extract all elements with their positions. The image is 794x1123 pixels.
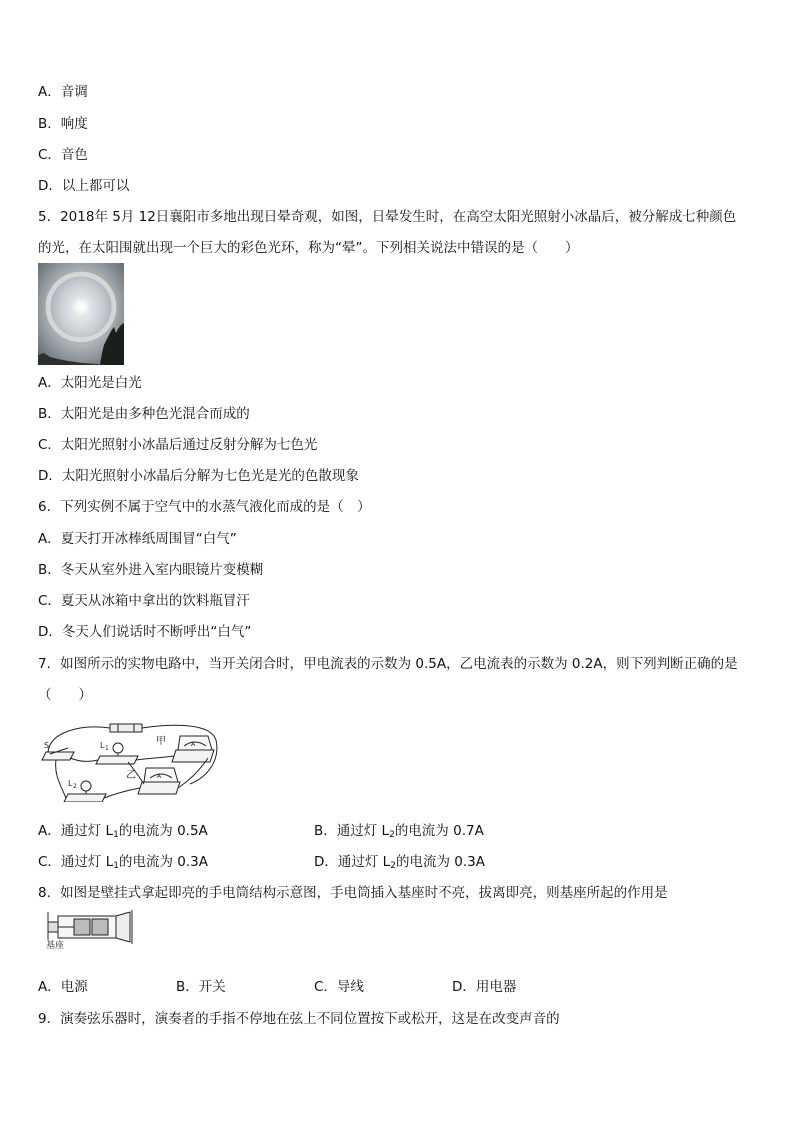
q5-stem-line2: 的光，在太阳围就出现一个巨大的彩色光环，称为“晕”。下列相关说法中错误的是（ ） xyxy=(38,240,579,256)
l2-label-sub: 2 xyxy=(73,783,77,790)
base-label: 基座 xyxy=(46,941,65,950)
switch-label: S xyxy=(44,741,50,750)
q8-option-a: A．电源 xyxy=(38,979,88,995)
q5-option-c: C．太阳光照射小冰晶后通过反射分解为七色光 xyxy=(38,437,318,453)
q7-option-c: C．通过灯 $L_1$的电流为 0.3A xyxy=(38,854,208,871)
q7-stem-line2: （ ） xyxy=(38,687,92,703)
ammeter-yi-label: 乙 xyxy=(126,770,136,781)
q4-option-d: D．以上都可以 xyxy=(38,178,130,194)
q7-option-d: D．通过灯 $L_2$的电流为 0.3A xyxy=(314,854,485,871)
q7-option-b: B．通过灯 $L_2$的电流为 0.7A xyxy=(314,823,484,840)
q7-stem-line1: 7．如图所示的实物电路中，当开关闭合时，甲电流表的示数为 0.5A，乙电流表的示数为 0.2A，则下列判断正确的是 xyxy=(38,656,738,672)
q5-option-a: A．太阳光是白光 xyxy=(38,375,142,391)
l1-label-sub: 1 xyxy=(105,745,109,752)
q4-option-b: B．响度 xyxy=(38,116,88,132)
q6-option-c: C．夏天从冰箱中拿出的饮料瓶冒汗 xyxy=(38,593,250,609)
q8-stem: 8．如图是壁挂式拿起即亮的手电筒结构示意图，手电筒插入基座时不亮，拔离即亮，则基座所起的作用是 xyxy=(38,885,668,901)
ammeter-yi-a: A xyxy=(157,773,162,780)
q9-stem: 9．演奏弦乐器时，演奏者的手指不停地在弦上不同位置按下或松开，这是在改变声音的 xyxy=(38,1011,560,1027)
q6-option-d: D．冬天人们说话时不断呼出“白气” xyxy=(38,624,252,640)
ammeter-jia-a: A xyxy=(191,741,196,748)
q8-option-b: B．开关 xyxy=(176,979,226,995)
q6-option-b: B．冬天从室外进入室内眼镜片变模糊 xyxy=(38,562,264,578)
l1-label: L xyxy=(100,741,105,750)
circuit-diagram xyxy=(40,718,220,802)
q4-option-a: A．音调 xyxy=(38,84,88,100)
q6-option-a: A．夏天打开冰棒纸周围冒“白气” xyxy=(38,531,237,547)
ammeter-jia-label: 甲 xyxy=(156,736,166,747)
q5-option-d: D．太阳光照射小冰晶后分解为七色光是光的色散现象 xyxy=(38,468,359,484)
flashlight-diagram xyxy=(44,910,138,950)
q5-stem-line1: 5．2018年 5月 12日襄阳市多地出现日晕奇观，如图，日晕发生时，在高空太阳光照射小冰晶后，被分解成七种颜色 xyxy=(38,209,737,225)
q7-option-a: A．通过灯 $L_1$的电流为 0.5A xyxy=(38,823,208,840)
q5-option-b: B．太阳光是由多种色光混合而成的 xyxy=(38,406,250,422)
q6-stem: 6．下列实例不属于空气中的水蒸气液化而成的是（ ） xyxy=(38,499,371,515)
solar-halo-photo xyxy=(38,263,124,365)
q4-option-c: C．音色 xyxy=(38,147,88,163)
l2-label: L xyxy=(68,779,73,788)
q8-option-c: C．导线 xyxy=(314,979,364,995)
q8-option-d: D．用电器 xyxy=(452,979,517,995)
